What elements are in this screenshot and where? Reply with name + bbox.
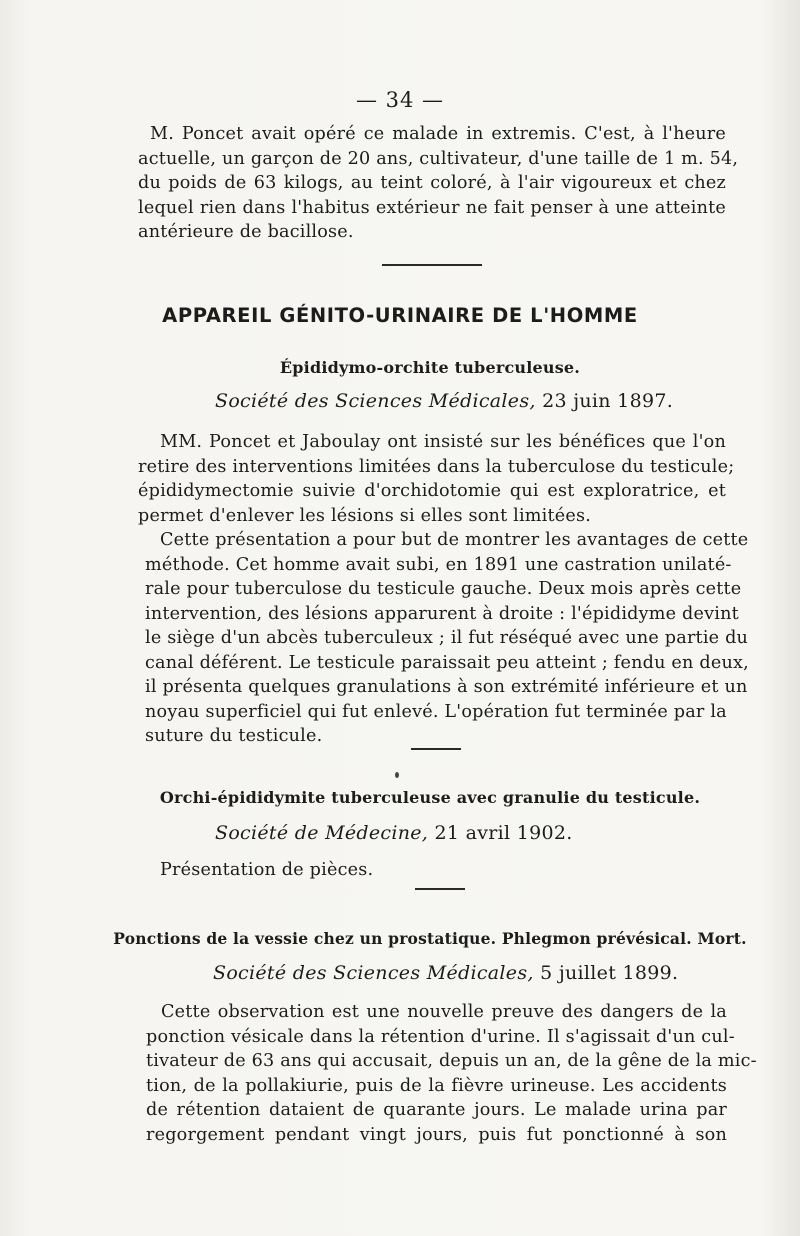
separator-rule [411,748,461,750]
case2-title: Orchi-épididymite tuberculeuse avec granulie du testicule. [159,788,701,807]
case1-source [215,390,673,412]
case1-source-date: 23 juin 1897. [535,390,674,412]
print-speck [395,772,399,778]
case1-line: épididymectomie suivie d'orchidotomie qui est exploratrice, et [138,481,726,501]
case2-text [160,858,460,883]
case2-source-society: Société de Médecine, [215,822,429,844]
case2-line: Présentation de pièces. [160,860,374,880]
case3-line: tivateur de 63 ans qui accusait, depuis un an, de la gêne de la mic- [146,1051,757,1071]
page-number: — 34 — [355,88,445,112]
separator-rule [382,264,482,266]
case2-source-date: 21 avril 1902. [428,822,573,844]
intro-line: antérieure de bacillose. [138,222,354,242]
case1-line: retire des interventions limitées dans la tuberculose du testicule; [138,456,735,477]
case1-line: Cette présentation a pour but de montrer les avantages de cette [160,530,749,550]
case3-line: de rétention dataient de quarante jours. Le malade urina par [146,1100,727,1120]
section-title: APPAREIL GÉNITO-URINAIRE DE L'HOMME [162,304,638,327]
intro-paragraph [138,122,739,245]
separator-rule [415,888,465,890]
case1-line: noyau superficiel qui fut enlevé. L'opération fut terminée par la [145,701,727,722]
case1-line: il présenta quelques granulations à son extrémité inférieure et un [145,677,748,697]
case1-paragraph2 [145,528,749,749]
case3-line: Cette observation est une nouvelle preuve des dangers de la [161,1002,727,1022]
case1-line: méthode. Cet homme avait subi, en 1891 une castration unilaté- [145,554,732,575]
case1-line: suture du testicule. [145,726,323,746]
intro-line: du poids de 63 kilogs, au teint coloré, à l'air vigoureux et chez [138,173,726,193]
case2-source [215,822,573,844]
case3-title: Ponctions de la vessie chez un prostatique. Phlegmon prévésical. Mort. [113,929,747,948]
case3-line: tion, de la pollakiurie, puis de la fièvre urineuse. Les accidents [146,1075,727,1096]
case1-paragraph1 [138,430,735,528]
case1-line: le siège d'un abcès tuberculeux ; il fut réséqué avec une partie du [145,628,749,648]
case3-source-society: Société des Sciences Médicales, [213,962,534,984]
case1-source-society: Société des Sciences Médicales, [215,390,536,412]
case1-line: intervention, des lésions apparurent à droite : l'épididyme devint [145,603,739,624]
case3-paragraph [146,1000,757,1147]
case3-line: regorgement pendant vingt jours, puis fut ponctionné à son [146,1124,727,1145]
case1-line: MM. Poncet et Jaboulay ont insisté sur les bénéfices que l'on [160,432,726,452]
case1-line: permet d'enlever les lésions si elles sont limitées. [138,505,592,526]
case3-line: ponction vésicale dans la rétention d'urine. Il s'agissait d'un cul- [146,1026,735,1047]
case1-line: rale pour tuberculose du testicule gauche. Deux mois après cette [145,579,742,599]
case3-source-date: 5 juillet 1899. [533,962,679,984]
case1-line: canal déférent. Le testicule paraissait peu atteint ; fendu en deux, [145,652,749,673]
case1-title: Épididymo-orchite tuberculeuse. [279,358,581,377]
case3-source [213,962,678,984]
intro-line: actuelle, un garçon de 20 ans, cultivateur, d'une taille de 1 m. 54, [138,148,739,169]
intro-line: M. Poncet avait opéré ce malade in extremis. C'est, à l'heure [150,124,726,144]
intro-line: lequel rien dans l'habitus extérieur ne fait penser à une atteinte [138,197,726,218]
